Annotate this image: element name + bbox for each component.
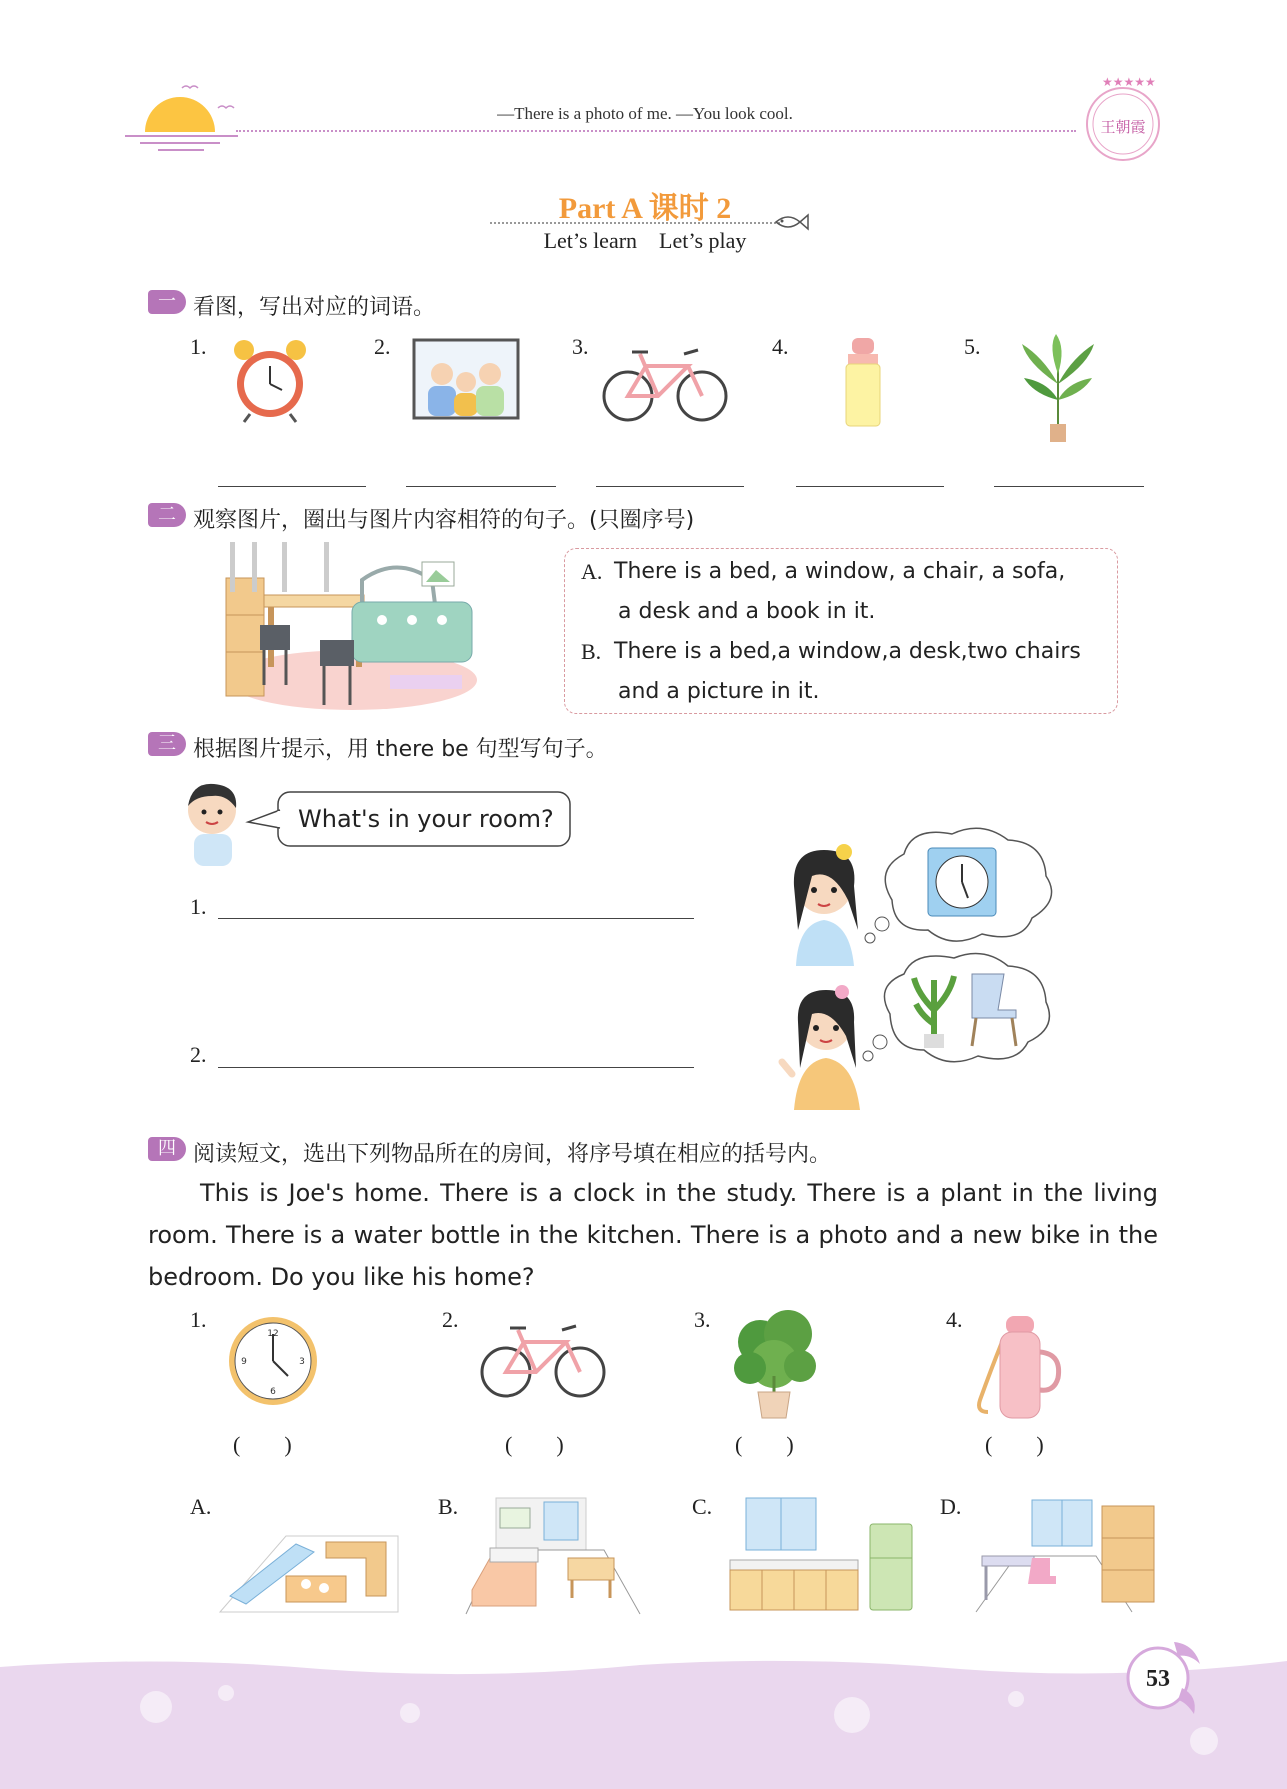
- section3-instruction: 根据图片提示，用 there be 句型写句子。: [193, 737, 608, 762]
- sunset-icon: [120, 80, 240, 155]
- section2-badge: 二: [148, 503, 186, 527]
- svg-text:王朝霞: 王朝霞: [1100, 118, 1146, 136]
- answer-line-2[interactable]: [218, 1067, 694, 1068]
- options-box: [564, 548, 1118, 714]
- option-a-text: There is a bed, a window, a chair, a sofa,: [614, 559, 1066, 584]
- girl-thinking-plant-chair-image: [772, 950, 1062, 1118]
- answer-line[interactable]: [218, 486, 366, 487]
- family-photo-icon: [412, 338, 520, 420]
- option-b-label[interactable]: B.: [581, 639, 602, 664]
- brand-text: [1078, 124, 1168, 125]
- section3-badge: 三: [148, 732, 186, 756]
- answer-line[interactable]: [596, 486, 744, 487]
- section2-instruction: 观察图片，圈出与图片内容相符的句子。(只圈序号): [193, 508, 695, 533]
- svg-text:3: 3: [299, 1357, 305, 1367]
- answer-line[interactable]: [796, 486, 944, 487]
- option-a-label[interactable]: A.: [581, 559, 603, 584]
- lesson-title: Part A 课时 2: [558, 192, 732, 225]
- bedroom-image: [464, 1496, 644, 1616]
- line1-num: 1.: [190, 894, 207, 919]
- bedroom-scene-image: [212, 540, 480, 712]
- s1-item-num: 1.: [190, 334, 207, 359]
- room-label: B.: [438, 1494, 459, 1519]
- svg-text:9: 9: [241, 1357, 247, 1367]
- reading-passage: This is Joe's home. There is a clock in the study. There is a plant in the living room. There is a water bottle in the kitchen. There is a photo and a new bike in the bedroom. Do you like his home?: [148, 1179, 1158, 1291]
- plant-icon: [1018, 334, 1098, 444]
- s4-item-num: 2.: [442, 1307, 459, 1332]
- answer-bracket[interactable]: ( ): [985, 1432, 1044, 1457]
- study-image: [972, 1496, 1162, 1614]
- s4-item-num: 1.: [190, 1307, 207, 1332]
- section1-badge: 一: [148, 290, 186, 314]
- kitchen-image: [726, 1496, 920, 1612]
- s1-item-num: 3.: [572, 334, 589, 359]
- s1-item-num: 2.: [374, 334, 391, 359]
- girl-thinking-clock-image: [782, 820, 1062, 970]
- option-b-text-cont: and a picture in it.: [618, 679, 820, 704]
- s1-item-num: 4.: [772, 334, 789, 359]
- svg-text:12: 12: [267, 1329, 279, 1339]
- option-a-text-cont: a desk and a book in it.: [618, 599, 876, 624]
- answer-line[interactable]: [406, 486, 556, 487]
- answer-line-1[interactable]: [218, 918, 694, 919]
- wall-clock-icon: [226, 1314, 320, 1408]
- s4-item-num: 3.: [694, 1307, 711, 1332]
- option-b-text: There is a bed,a window,a desk,two chairs: [614, 639, 1081, 664]
- room-label: A.: [190, 1494, 212, 1519]
- lesson-subtitle: Let’s learn Let’s play: [543, 228, 747, 253]
- line2-num: 2.: [190, 1042, 207, 1067]
- living-room-image: [216, 1496, 402, 1614]
- boy-avatar: [182, 780, 244, 870]
- water-bottle-icon: [972, 1312, 1068, 1422]
- room-label: C.: [692, 1494, 713, 1519]
- room-label: D.: [940, 1494, 962, 1519]
- page-number: 53: [1146, 1666, 1170, 1692]
- svg-text:6: 6: [270, 1387, 276, 1397]
- answer-bracket[interactable]: ( ): [233, 1432, 292, 1457]
- water-bottle-icon: [842, 336, 882, 430]
- plant-icon: [730, 1306, 820, 1420]
- speech-text: What's in your room?: [298, 805, 554, 833]
- brand-seal-icon: [1078, 74, 1168, 164]
- header-dialogue: —There is a photo of me. —You look cool.: [497, 104, 793, 123]
- footer-wave: [0, 1655, 1287, 1789]
- answer-bracket[interactable]: ( ): [735, 1432, 794, 1457]
- s1-item-num: 5.: [964, 334, 981, 359]
- svg-text:★★★★★: ★★★★★: [1102, 75, 1156, 89]
- answer-bracket[interactable]: ( ): [505, 1432, 564, 1457]
- section4-badge: 四: [148, 1137, 186, 1161]
- bike-icon: [478, 1318, 608, 1400]
- title-divider: [490, 222, 780, 224]
- bike-icon: [600, 340, 730, 424]
- section1-instruction: 看图，写出对应的词语。: [193, 295, 436, 320]
- alarm-clock-icon: [228, 334, 313, 424]
- answer-line[interactable]: [994, 486, 1144, 487]
- s4-item-num: 4.: [946, 1307, 963, 1332]
- section4-instruction: 阅读短文，选出下列物品所在的房间，将序号填在相应的括号内。: [193, 1142, 832, 1167]
- header-divider: [236, 130, 1076, 132]
